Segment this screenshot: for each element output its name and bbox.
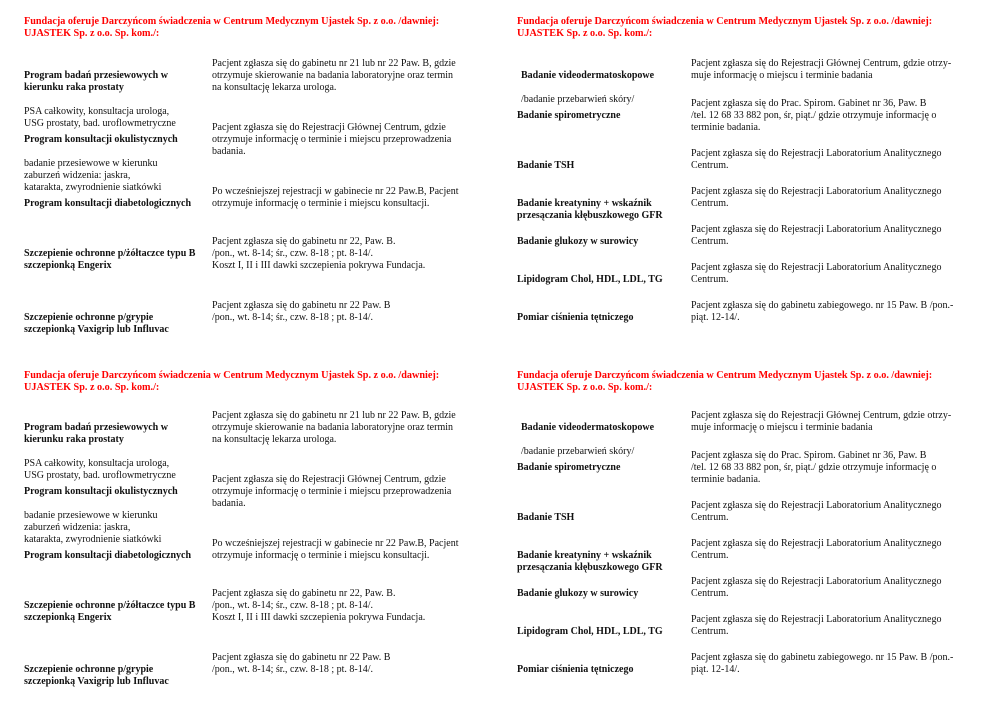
service-description: Pacjent zgłasza się do Rejestracji Laboratorium Analitycznego Centrum. xyxy=(691,148,942,171)
service-title: Szczepienie ochronne p/grypie szczepionką Vaxigrip lub Influvac xyxy=(24,312,169,335)
service-description: Pacjent zgłasza się do Rejestracji Laboratorium Analitycznego Centrum. xyxy=(691,224,942,247)
service-label xyxy=(24,300,210,348)
service-label xyxy=(24,588,210,636)
service-label xyxy=(24,652,210,700)
service-label xyxy=(24,538,210,574)
service-title: Pomiar ciśnienia tętniczego xyxy=(517,664,634,675)
service-subtitle: /badanie przebarwień skóry/ xyxy=(521,94,635,105)
service-title: Badanie videodermatoskopowe xyxy=(521,70,655,81)
service-label xyxy=(24,186,210,222)
right-panel-bottom xyxy=(517,370,977,675)
service-label xyxy=(517,450,689,486)
service-title: Program badań przesiewowych w kierunku raka prostaty xyxy=(24,70,168,93)
service-title: Program konsultacji okulistycznych xyxy=(24,486,178,497)
service-description: Pacjent zgłasza się do Rejestracji Laboratorium Analitycznego Centrum. xyxy=(691,262,942,285)
right-panel-top xyxy=(517,16,977,323)
service-subtitle: PSA całkowity, konsultacja urologa, USG prostaty, bad. uroflowmetryczne xyxy=(24,458,176,481)
service-description: Pacjent zgłasza się do gabinetu nr 22 Paw. B /pon., wt. 8-14; śr., czw. 8-18 ; pt. 8-14/. xyxy=(212,300,391,323)
service-subtitle: badanie przesiewowe w kierunku zaburzeń widzenia: jaskra, katarakta, zwyrodnienie siatkówki xyxy=(24,510,162,545)
service-description: Pacjent zgłasza się do Rejestracji Laboratorium Analitycznego Centrum. xyxy=(691,576,942,599)
service-description: Pacjent zgłasza się do Prac. Spirom. Gabinet nr 36, Paw. B /tel. 12 68 33 882 pon, śr, piąt./ gdzie otrzymuje informację o terminie badania. xyxy=(691,450,937,485)
service-title: Lipidogram Chol, HDL, LDL, TG xyxy=(517,274,663,285)
service-title: Program konsultacji diabetologicznych xyxy=(24,550,192,561)
service-description: Pacjent zgłasza się do gabinetu nr 22, Paw. B. /pon., wt. 8-14; śr., czw. 8-18 ; pt. 8-14/. Koszt I, II i III dawki szczepienia pokrywa Fundacja. xyxy=(212,236,426,271)
service-description: Pacjent zgłasza się do Rejestracji Głównej Centrum, gdzie otrzymuje informację o terminie i miejscu przeprowadzenia badania. xyxy=(212,122,452,157)
service-description: Pacjent zgłasza się do gabinetu zabiegowego. nr 15 Paw. B /pon.- piąt. 12-14/. xyxy=(691,300,954,323)
service-title: Badanie glukozy w surowicy xyxy=(517,588,639,599)
service-description: Pacjent zgłasza się do gabinetu nr 21 lub nr 22 Paw. B, gdzie otrzymuje skierowanie na badania laboratoryjne oraz termin na konsultację lekarza urologa. xyxy=(212,58,456,93)
panel-heading: Fundacja oferuje Darczyńcom świadczenia w Centrum Medycznym Ujastek Sp. z o.o. /dawniej: UJASTEK Sp. z o.o. Sp. kom./: xyxy=(517,370,933,393)
service-description: Pacjent zgłasza się do Rejestracji Głównej Centrum, gdzie otrzy- muje informację o miejscu i terminie badania xyxy=(691,58,952,81)
service-title: Pomiar ciśnienia tętniczego xyxy=(517,312,634,323)
service-label xyxy=(517,224,689,260)
service-label xyxy=(517,300,689,336)
service-description: Pacjent zgłasza się do Rejestracji Głównej Centrum, gdzie otrzymuje informację o terminie i miejscu przeprowadzenia badania. xyxy=(212,474,452,509)
service-label xyxy=(517,614,689,650)
service-title: Badanie spirometryczne xyxy=(517,462,621,473)
service-title: Badanie spirometryczne xyxy=(517,110,621,121)
service-title: Program konsultacji diabetologicznych xyxy=(24,198,192,209)
service-description: Pacjent zgłasza się do Prac. Spirom. Gabinet nr 36, Paw. B /tel. 12 68 33 882 pon, śr, piąt./ gdzie otrzymuje informację o terminie badania. xyxy=(691,98,937,133)
service-title: Program badań przesiewowych w kierunku raka prostaty xyxy=(24,422,168,445)
left-panel-bottom xyxy=(24,370,484,687)
service-label xyxy=(517,652,689,688)
service-label xyxy=(24,236,210,284)
service-description: Po wcześniejszej rejestracji w gabinecie nr 22 Paw.B, Pacjent otrzymuje informację o terminie i miejscu konsultacji. xyxy=(212,186,459,209)
service-description: Pacjent zgłasza się do gabinetu nr 22, Paw. B. /pon., wt. 8-14; śr., czw. 8-18 ; pt. 8-14/. Koszt I, II i III dawki szczepienia pokrywa Fundacja. xyxy=(212,588,426,623)
service-label xyxy=(517,98,689,134)
service-subtitle: PSA całkowity, konsultacja urologa, USG prostaty, bad. uroflowmetryczne xyxy=(24,106,176,129)
service-label xyxy=(517,262,689,298)
service-title: Badanie kreatyniny + wskaźnik przesączania kłębuszkowego GFR xyxy=(517,550,663,573)
service-title: Badanie TSH xyxy=(517,160,575,171)
service-description: Pacjent zgłasza się do Rejestracji Laboratorium Analitycznego Centrum. xyxy=(691,186,942,209)
service-description: Po wcześniejszej rejestracji w gabinecie nr 22 Paw.B, Pacjent otrzymuje informację o terminie i miejscu konsultacji. xyxy=(212,538,459,561)
service-label xyxy=(517,576,689,612)
service-title: Badanie kreatyniny + wskaźnik przesączania kłębuszkowego GFR xyxy=(517,198,663,221)
service-description: Pacjent zgłasza się do gabinetu nr 22 Paw. B /pon., wt. 8-14; śr., czw. 8-18 ; pt. 8-14/. xyxy=(212,652,391,675)
left-panel-top xyxy=(24,16,484,335)
service-subtitle: /badanie przebarwień skóry/ xyxy=(521,446,635,457)
service-description: Pacjent zgłasza się do Rejestracji Laboratorium Analitycznego Centrum. xyxy=(691,538,942,561)
service-subtitle: badanie przesiewowe w kierunku zaburzeń widzenia: jaskra, katarakta, zwyrodnienie siatkówki xyxy=(24,158,162,193)
service-label xyxy=(517,148,689,184)
panel-heading: Fundacja oferuje Darczyńcom świadczenia w Centrum Medycznym Ujastek Sp. z o.o. /dawniej: UJASTEK Sp. z o.o. Sp. kom./: xyxy=(517,16,933,39)
service-description: Pacjent zgłasza się do Rejestracji Laboratorium Analitycznego Centrum. xyxy=(691,500,942,523)
service-description: Pacjent zgłasza się do Rejestracji Głównej Centrum, gdzie otrzy- muje informację o miejscu i terminie badania xyxy=(691,410,952,433)
service-description: Pacjent zgłasza się do Rejestracji Laboratorium Analitycznego Centrum. xyxy=(691,614,942,637)
panel-heading: Fundacja oferuje Darczyńcom świadczenia w Centrum Medycznym Ujastek Sp. z o.o. /dawniej: UJASTEK Sp. z o.o. Sp. kom./: xyxy=(24,16,440,39)
service-title: Szczepienie ochronne p/grypie szczepionką Vaxigrip lub Influvac xyxy=(24,664,169,687)
service-title: Badanie TSH xyxy=(517,512,575,523)
panel-heading: Fundacja oferuje Darczyńcom świadczenia w Centrum Medycznym Ujastek Sp. z o.o. /dawniej: UJASTEK Sp. z o.o. Sp. kom./: xyxy=(24,370,440,393)
service-title: Szczepienie ochronne p/żółtaczce typu B szczepionką Engerix xyxy=(24,600,196,623)
service-description: Pacjent zgłasza się do gabinetu zabiegowego. nr 15 Paw. B /pon.- piąt. 12-14/. xyxy=(691,652,954,675)
service-title: Lipidogram Chol, HDL, LDL, TG xyxy=(517,626,663,637)
service-label xyxy=(517,500,689,536)
service-title: Program konsultacji okulistycznych xyxy=(24,134,178,145)
service-title: Badanie videodermatoskopowe xyxy=(521,422,655,433)
service-title: Szczepienie ochronne p/żółtaczce typu B szczepionką Engerix xyxy=(24,248,196,271)
service-description: Pacjent zgłasza się do gabinetu nr 21 lub nr 22 Paw. B, gdzie otrzymuje skierowanie na badania laboratoryjne oraz termin na konsultację lekarza urologa. xyxy=(212,410,456,445)
service-title: Badanie glukozy w surowicy xyxy=(517,236,639,247)
